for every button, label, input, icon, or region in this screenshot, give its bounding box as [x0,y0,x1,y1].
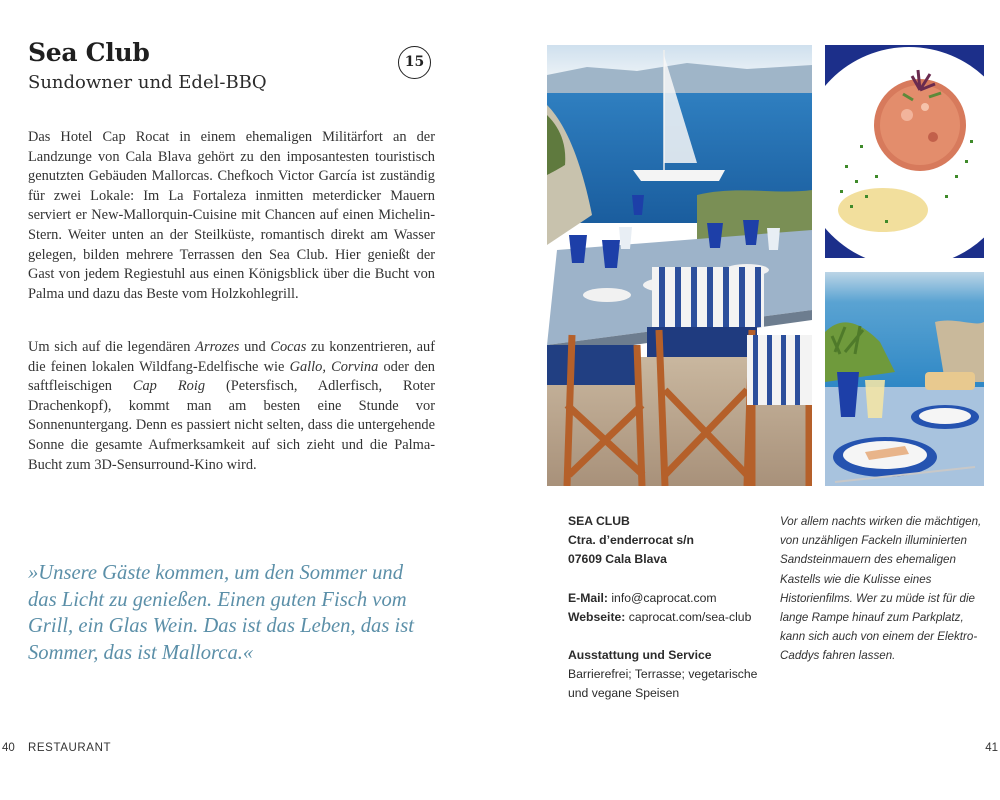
terrace-sea-photo [547,45,812,486]
section-label: RESTAURANT [28,742,112,754]
features-heading: Ausstattung und Service [568,648,712,663]
website-label: Webseite: [568,609,626,624]
photo-caption: Vor allem nachts wirken die mächtigen, von unzähligen Fackeln illuminierten Sandsteinmauern des ehemaligen Kastells wie die Kulisse eines Historienfilms. Wer zu müde ist für die lange Rampe hinauf zum Parkplatz, kann sich auch von einem der Elektro-Caddys fahren lassen. [780,515,982,663]
text-run: und [239,339,271,355]
text-run: oder den saftfleischigen [28,358,435,395]
dish-photo [825,45,984,258]
body-paragraph-2 [28,338,435,475]
page-subtitle: Sundowner und Edel-BBQ [28,72,267,93]
venue-name: SEA CLUB [568,514,630,528]
body-paragraph-1: Das Hotel Cap Rocat in einem ehemaligen Militärfort an der Landzunge von Cala Blava gehört zu den imposantesten touristisch genutzten Gebäuden Mallorcas. Chefkoch Victor García ist zuständig für zwei Lokale: Im La Fortaleza inmitten meterdicker Mauern serviert er New-Mallorquin-Cuisine mit Chancen auf einen Michelin-Stern. Weiter unten an der Steilküste, romantisch direkt am Wasser gelegen, bilden mehrere Terrassen den Sea Club. Hier genießt der Gast von jedem Regiestuhl aus einen Königsblick über die Bucht von Palma und dazu das Beste vom Holzkohlegrill. [28,129,435,302]
entry-number-badge: 15 [398,46,431,79]
page-number-left: 40 [2,742,15,754]
pull-quote: »Unsere Gäste kommen, um den Sommer und das Licht zu genießen. Einen guten Fisch vom Grill, ein Glas Wein. Das ist das Leben, das ist Sommer, das ist Mallorca.« [28,562,414,664]
italic-term: Gallo, Corvina [289,358,379,375]
website-url: caprocat.com/sea-club [628,609,752,624]
seaside-table-illustration [825,272,984,486]
text-run: zu konzentrieren, auf die feinen lokalen Wildfang-Edelfische wie [28,339,435,375]
website-line [568,608,768,627]
city-address: 07609 Cala Blava [568,552,667,567]
page-number-right: 41 [985,742,998,754]
email-address: info@caprocat.com [611,590,717,605]
contact-info [568,512,768,704]
italic-term: Cocas [270,339,307,355]
email-label: E-Mail: [568,590,608,605]
street-address: Ctra. d’enderrocat s/n [568,533,694,548]
tartare-plate-illustration [825,45,984,258]
italic-term: Cap Roig [132,378,206,395]
email-line [568,589,768,608]
italic-term: Arrozes [195,339,240,355]
terrace-sea-illustration [547,45,812,486]
text-run: (Petersfisch, Adlerfisch, Roter Drachenkopf), kommt man am besten eine Stunde vor Sonnenuntergang. Denn es passiert nicht selten, dass die untergehende Sonne die gesamte Aufmerksamkeit auf sich zieht und die Palma-Bucht zum 3D-Sensurround-Kino wird. [28,378,435,473]
text-run: Um sich auf die legendären [28,339,196,355]
features-text: Barrierefrei; Terrasse; vegetarische und vegane Speisen [568,667,758,701]
table-sea-photo [825,272,984,486]
page-title: Sea Club [28,38,150,67]
